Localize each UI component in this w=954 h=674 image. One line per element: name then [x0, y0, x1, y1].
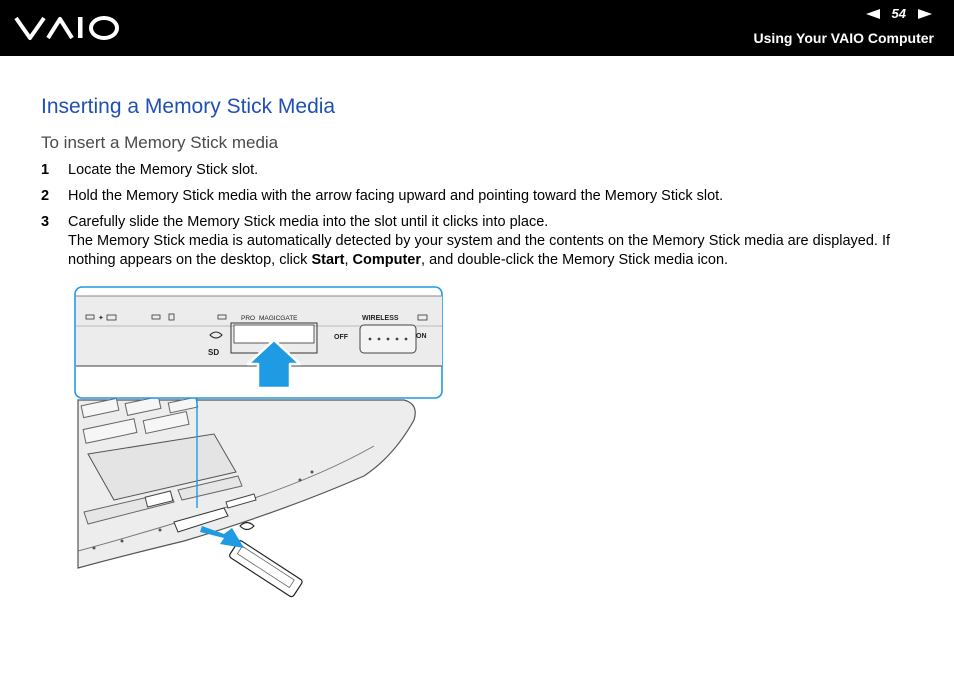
memory-stick-illustration	[74, 286, 446, 598]
step-3-line-2-start: The Memory Stick media is automatically detected by your system and the contents on the Memory Stick media are displayed. If nothing appears on the desktop, click	[68, 233, 891, 268]
pro-label: PRO	[241, 315, 256, 322]
step-3-line-2-end: , and double-click the Memory Stick media icon.	[421, 252, 729, 268]
step-3-line-1: Carefully slide the Memory Stick media into the slot until it clicks into place.	[68, 214, 549, 230]
sd-label: SD	[208, 348, 220, 357]
comma: ,	[344, 252, 353, 268]
memory-stick-media-icon	[229, 540, 304, 598]
next-page-icon[interactable]	[918, 9, 932, 19]
off-label: OFF	[334, 334, 348, 341]
previous-page-icon[interactable]	[866, 9, 880, 19]
wireless-label: WIRELESS	[362, 315, 399, 322]
page-title: Inserting a Memory Stick Media	[41, 95, 336, 118]
page-subtitle: To insert a Memory Stick media	[41, 133, 279, 152]
step-text: Hold the Memory Stick media with the arrow facing upward and pointing toward the Memory Stick slot.	[68, 188, 724, 204]
step-number: 2	[41, 188, 50, 204]
section-title: Using Your VAIO Computer	[753, 30, 934, 46]
step-text	[68, 213, 921, 270]
step-text: Locate the Memory Stick slot.	[68, 162, 259, 178]
header-bar	[0, 0, 954, 56]
vaio-logo	[14, 14, 122, 42]
page-number: 54	[891, 6, 906, 21]
step-number: 1	[41, 162, 50, 178]
steps-list	[41, 161, 921, 277]
memory-stick-logo-icon	[240, 523, 254, 530]
step-2	[41, 187, 921, 206]
magicgate-label: MAGICGATE	[259, 315, 298, 322]
computer-keyword: Computer	[352, 252, 422, 268]
step-number: 3	[41, 214, 50, 230]
start-keyword: Start	[311, 252, 345, 268]
step-3	[41, 213, 921, 270]
page-nav	[866, 6, 932, 21]
step-1	[41, 161, 921, 180]
on-label: ON	[416, 333, 427, 340]
svg-text:✦: ✦	[98, 315, 104, 322]
